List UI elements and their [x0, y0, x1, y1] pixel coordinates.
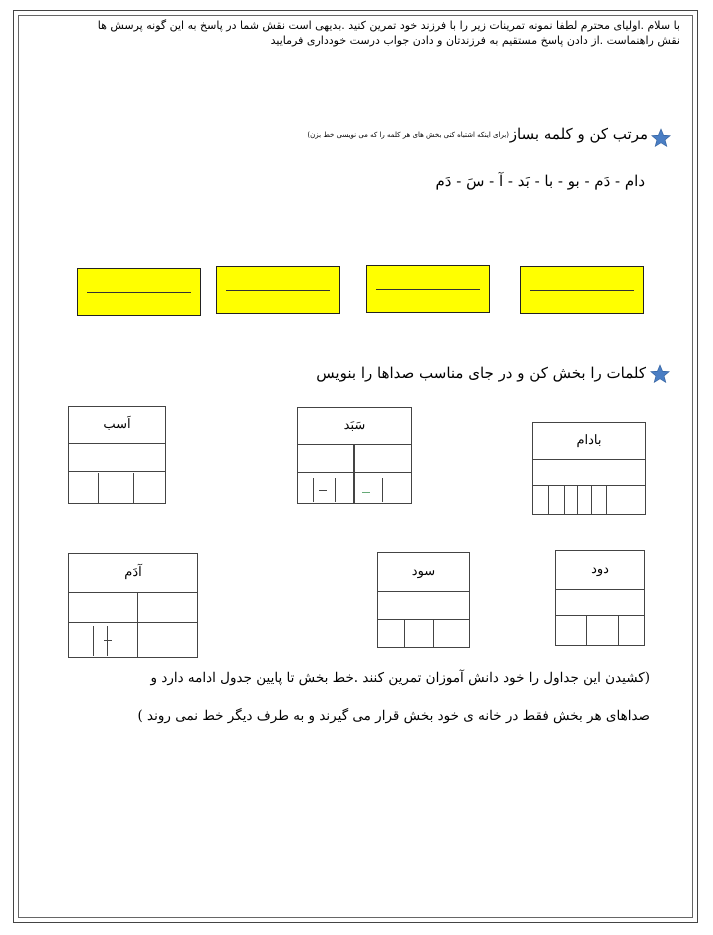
answer-box-4[interactable]: [520, 266, 644, 314]
section2-title: کلمات را بخش کن و در جای مناسب صداها را بنویس: [316, 364, 646, 382]
intro-line-1: با سلام .اولیای محترم لطفا نمونه تمرینات زیر را با فرزند خود تمرین کنید .بدیهی است نقش شما در پاسخ به این گونه پرسش ها: [97, 19, 680, 32]
word-table-badam: [532, 422, 646, 515]
answer-box-2[interactable]: [216, 266, 340, 314]
footer-line-1: (کشیدن این جداول را خود دانش آموزان تمرین کنند .خط بخش تا پایین جدول ادامه دارد و: [150, 670, 650, 686]
answer-box-1[interactable]: [77, 268, 201, 316]
footer-line-2: صداهای هر بخش فقط در خانه ی خود بخش قرار می گیرند و به طرف دیگر خط نمی روند ): [137, 708, 650, 724]
word-table-asb: [68, 406, 166, 504]
word-table-sabad: [297, 407, 412, 504]
syllable-list: دام - دَم - بو - با - بَد - آ - سَ - دَم: [435, 172, 645, 190]
answer-box-3[interactable]: [366, 265, 490, 313]
table-word: اَسب: [103, 417, 131, 432]
intro-text: [60, 18, 680, 48]
word-table-adam: [68, 553, 198, 658]
star-icon: [651, 128, 671, 148]
table-word: آدَم: [124, 565, 142, 580]
table-word: بادام: [576, 433, 602, 448]
table-word: سود: [411, 564, 436, 579]
intro-line-2: نقش راهنماست .از دادن پاسخ مستقیم به فرزندتان و دادن جواب درست خودداری فرمایید: [270, 34, 680, 47]
table-word: سَبَد: [343, 418, 366, 433]
table-word: دود: [591, 562, 609, 577]
section1-note: (برای اینکه اشتباه کنی بخش های هر کلمه را که می نویسی خط بزن): [307, 131, 509, 139]
word-table-dud: [555, 550, 645, 646]
star-icon: [650, 364, 670, 384]
word-table-sud: [377, 552, 470, 648]
section1-title: مرتب کن و کلمه بساز: [509, 125, 648, 143]
